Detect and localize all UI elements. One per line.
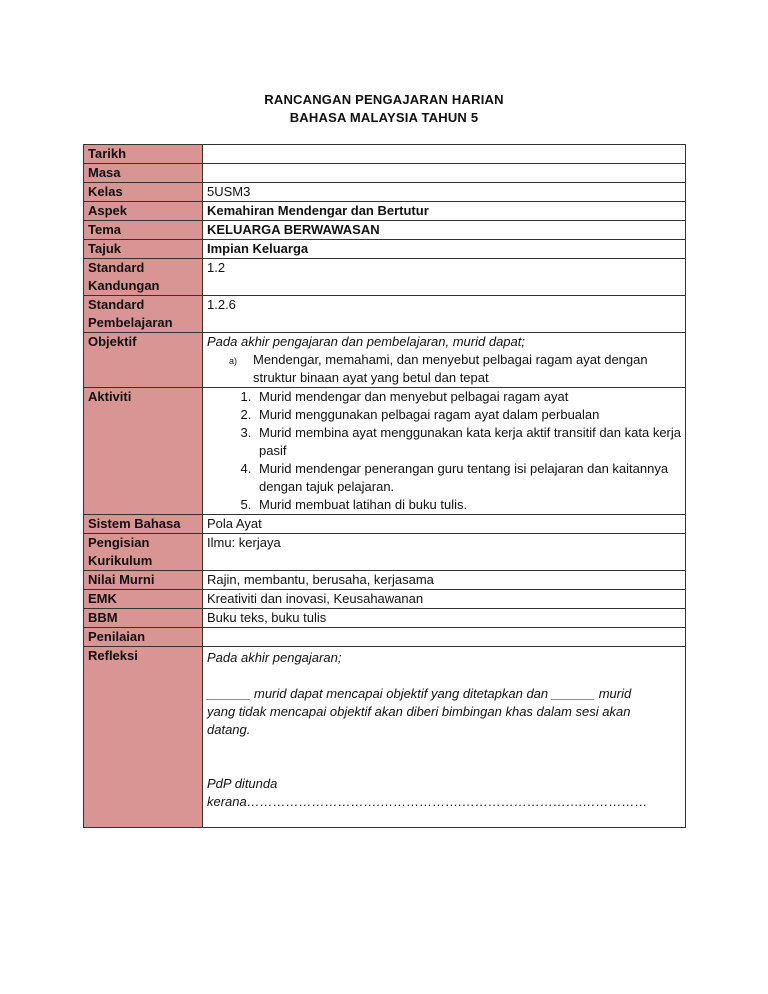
row-refleksi — [84, 647, 686, 828]
activity-list — [207, 388, 681, 514]
label-line: Pembelajaran — [88, 315, 173, 330]
value-masa — [203, 164, 686, 183]
row-nilai-murni — [84, 571, 686, 590]
label-objektif: Objektif — [84, 333, 203, 388]
refleksi-line: yang tidak mencapai objektif akan diberi bimbingan khas dalam sesi akan — [207, 704, 631, 719]
value-tema: KELUARGA BERWAWASAN — [203, 221, 686, 240]
activity-item: 3. Murid membina ayat menggunakan kata kerja aktif transitif dan kata kerja pasif — [255, 424, 681, 460]
value-tajuk: Impian Keluarga — [203, 240, 686, 259]
value-bbm: Buku teks, buku tulis — [203, 609, 686, 628]
row-tarikh — [84, 145, 686, 164]
label-line: Standard — [88, 260, 145, 275]
row-tema — [84, 221, 686, 240]
label-masa: Masa — [84, 164, 203, 183]
row-kelas — [84, 183, 686, 202]
value-aspek: Kemahiran Mendengar dan Bertutur — [203, 202, 686, 221]
label-pengisian-kurikulum — [84, 534, 203, 571]
objektif-line: struktur binaan ayat yang betul dan tepat — [253, 370, 489, 385]
label-refleksi: Refleksi — [84, 647, 203, 828]
label-nilai-murni: Nilai Murni — [84, 571, 203, 590]
objektif-marker: a) — [229, 356, 238, 366]
objektif-item — [207, 351, 681, 387]
activity-item: 4. Murid mendengar penerangan guru tentang isi pelajaran dan kaitannya dengan tajuk pelajaran. — [255, 460, 681, 496]
label-standard-pembelajaran — [84, 296, 203, 333]
objektif-intro: Pada akhir pengajaran dan pembelajaran, murid dapat; — [207, 334, 525, 349]
refleksi-line: ______ murid dapat mencapai objektif yang ditetapkan dan ______ murid — [207, 686, 632, 701]
value-pengisian-kurikulum: Ilmu: kerjaya — [203, 534, 686, 571]
label-kelas: Kelas — [84, 183, 203, 202]
row-penilaian — [84, 628, 686, 647]
label-bbm: BBM — [84, 609, 203, 628]
label-tajuk: Tajuk — [84, 240, 203, 259]
row-pengisian-kurikulum — [84, 534, 686, 571]
value-emk: Kreativiti dan inovasi, Keusahawanan — [203, 590, 686, 609]
label-tarikh: Tarikh — [84, 145, 203, 164]
row-bbm — [84, 609, 686, 628]
row-aktiviti — [84, 388, 686, 515]
objektif-line: Mendengar, memahami, dan menyebut pelbagai ragam ayat dengan — [253, 352, 648, 367]
label-emk: EMK — [84, 590, 203, 609]
label-tema: Tema — [84, 221, 203, 240]
label-aktiviti: Aktiviti — [84, 388, 203, 515]
refleksi-line: datang. — [207, 722, 251, 737]
refleksi-pdp-line: PdP ditunda — [207, 776, 278, 791]
value-kelas: 5USM3 — [203, 183, 686, 202]
row-standard-kandungan — [84, 259, 686, 296]
label-line: Kurikulum — [88, 553, 153, 568]
label-line: Kandungan — [88, 278, 160, 293]
value-tarikh — [203, 145, 686, 164]
row-emk — [84, 590, 686, 609]
row-aspek — [84, 202, 686, 221]
value-standard-pembelajaran: 1.2.6 — [203, 296, 686, 333]
label-penilaian: Penilaian — [84, 628, 203, 647]
refleksi-intro: Pada akhir pengajaran; — [207, 650, 342, 665]
value-standard-kandungan: 1.2 — [203, 259, 686, 296]
row-standard-pembelajaran — [84, 296, 686, 333]
label-aspek: Aspek — [84, 202, 203, 221]
label-line: Standard — [88, 297, 145, 312]
label-sistem-bahasa: Sistem Bahasa — [84, 515, 203, 534]
row-tajuk — [84, 240, 686, 259]
row-objektif — [84, 333, 686, 388]
activity-item: 2. Murid menggunakan pelbagai ragam ayat dalam perbualan — [255, 406, 681, 424]
value-refleksi — [203, 647, 686, 828]
document-title: RANCANGAN PENGAJARAN HARIAN — [264, 92, 504, 107]
activity-item: 5. Murid membuat latihan di buku tulis. — [255, 496, 681, 514]
value-penilaian — [203, 628, 686, 647]
activity-item: 1. Murid mendengar dan menyebut pelbagai ragam ayat — [255, 388, 681, 406]
value-objektif — [203, 333, 686, 388]
label-standard-kandungan — [84, 259, 203, 296]
lesson-plan-table — [83, 144, 686, 828]
value-aktiviti — [203, 388, 686, 515]
row-sistem-bahasa — [84, 515, 686, 534]
refleksi-pdp-line: kerana………………………….……………….……………………….…………… — [207, 794, 648, 809]
document-subtitle: BAHASA MALAYSIA TAHUN 5 — [289, 110, 479, 125]
label-line: Pengisian — [88, 535, 150, 550]
value-nilai-murni: Rajin, membantu, berusaha, kerjasama — [203, 571, 686, 590]
row-masa — [84, 164, 686, 183]
value-sistem-bahasa: Pola Ayat — [203, 515, 686, 534]
